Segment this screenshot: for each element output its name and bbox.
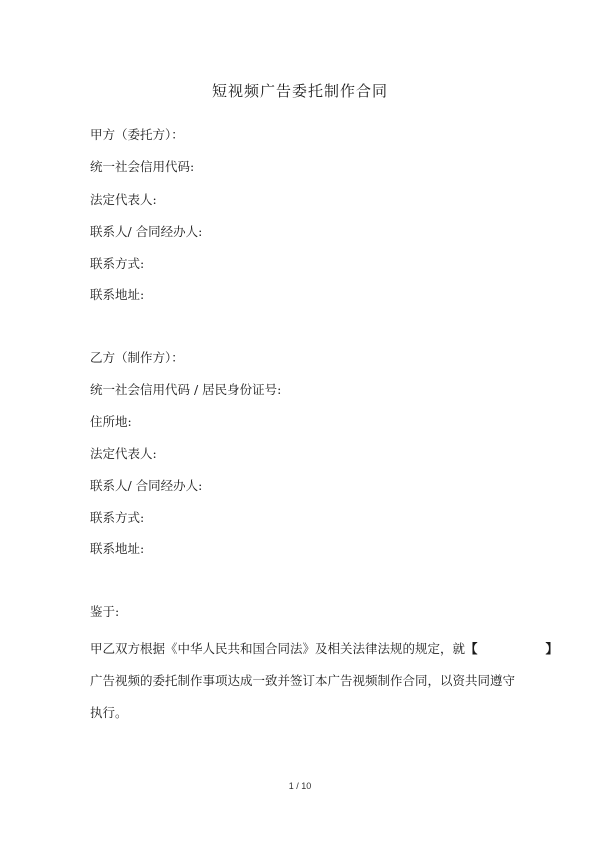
document-title: 短视频广告委托制作合同 <box>211 82 388 100</box>
party-b-heading: 乙方（制作方）： <box>90 350 184 365</box>
party-b-address: 联系地址: <box>90 541 145 556</box>
bracket-open: 【 <box>465 641 478 656</box>
party-a-address: 联系地址: <box>90 287 145 302</box>
party-b-contact: 联系人/ 合同经办人: <box>90 478 203 493</box>
party-a-legal-rep: 法定代表人: <box>90 192 157 207</box>
whereas-paragraph-line2: 广告视频的委托制作事项达成一致并签订本广告视频制作合同，以资共同遵守 <box>90 673 516 688</box>
party-b-residence: 住所地: <box>90 414 132 429</box>
party-b-credit-code: 统一社会信用代码 / 居民身份证号: <box>90 382 282 397</box>
whereas-line1-text: 甲乙双方根据《中华人民共和国合同法》及相关法律法规的规定，就 <box>90 641 466 656</box>
party-b-legal-rep: 法定代表人: <box>90 446 157 461</box>
whereas-paragraph-line1 <box>90 641 558 657</box>
whereas-paragraph-line3: 执行。 <box>90 705 128 720</box>
page-indicator: 1 / 10 <box>288 781 312 791</box>
party-b-contact-method: 联系方式: <box>90 510 145 525</box>
bracket-close: 】 <box>545 641 559 656</box>
party-a-heading: 甲方（委托方）： <box>90 127 184 142</box>
whereas-heading: 鉴于: <box>90 604 120 619</box>
party-a-contact-method: 联系方式: <box>90 256 145 271</box>
party-a-credit-code: 统一社会信用代码: <box>90 159 195 174</box>
party-a-contact: 联系人/ 合同经办人: <box>90 224 203 239</box>
